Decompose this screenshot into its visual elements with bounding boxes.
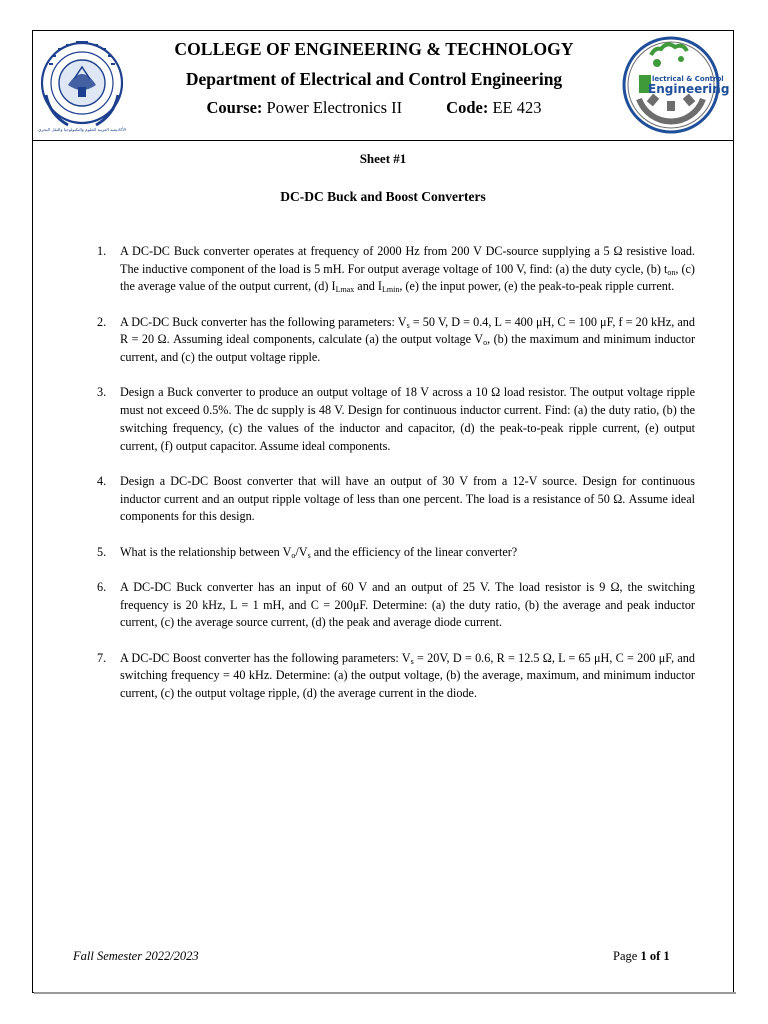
subscript: o [291,550,296,560]
problem-text: , (e) the input power, (e) the peak-to-peak ripple current. [399,279,675,294]
problem-number: 1. [97,244,107,258]
problem-text: A DC-DC Buck converter has the following parameters: V [120,314,407,329]
page-label: Page [613,949,638,963]
page-of: of [649,949,661,963]
problem-item [93,473,695,526]
page-number-footer [613,949,670,964]
course-line [131,98,617,118]
problem-text: A DC-DC Boost converter has the following parameters: V [120,650,411,665]
problem-number: 4. [97,473,107,488]
problem-text: and I [354,279,382,294]
problem-text: What is the relationship between V [120,544,292,559]
subscript: o [483,338,488,348]
subscript: s [307,550,311,560]
problem-number: 6. [97,579,107,594]
problem-item [93,579,695,632]
svg-text:الأكاديمية العربية للعلوم والت: الأكاديمية العربية للعلوم والتكنولوجيا والنقل البحري [38,127,126,132]
document-header [33,31,733,141]
problem-text: A DC-DC Buck converter operates at frequency of 2000 Hz from 200 V DC-source supplying a 5 Ω resistive load. The inductive component of the load is 5 mH. For output average voltage of 100 V, find: (a) the duty cycle, (b) t [120,244,695,276]
problem-text: A DC-DC Buck converter has an input of 60 V and an output of 25 V. The load resistor is 9 Ω, the switching frequency is 20 kHz, L = 1 mH, and C = 200μF. Determine: (a) the duty ratio, (b) the average and peak inductor current, (c) the average source current, (d) the peak and average diode current. [120,579,695,630]
problem-number: 5. [97,544,107,559]
subscript: s [410,656,414,666]
subscript: Lmax [335,285,355,295]
page-total: 1 [663,949,670,963]
problem-item [93,314,695,367]
problem-number: 2. [97,314,107,329]
problem-text: = 50 V, D = 0.4, L = 400 μH, C = 100 μF, f = 20 kHz, and R = 20 Ω. Assuming ideal components, calculate (a) the output voltage V [120,314,695,347]
college-name: COLLEGE OF ENGINEERING & TECHNOLOGY [174,39,574,59]
page-frame [32,30,734,993]
problem-text: and the efficiency of the linear converter? [310,544,518,559]
problem-item [93,544,695,562]
department-name: Department of Electrical and Control Engineering [185,69,563,89]
problem-text: , (b) the maximum and minimum inductor current, and (c) the output voltage ripple. [120,332,696,365]
course-label: Course: [206,98,263,117]
page-shadow [34,992,736,994]
electrical-control-engineering-logo [621,35,730,135]
problem-item [93,243,695,296]
problem-list [93,243,695,720]
sheet-subtitle: DC-DC Buck and Boost Converters [280,189,486,204]
svg-text:lectrical & Control: lectrical & Control [652,75,724,83]
problem-item [93,384,695,455]
problem-item [93,650,695,703]
code-value: EE 423 [492,98,542,117]
problem-text: = 20V, D = 0.6, R = 12.5 Ω, L = 65 μH, C = 200 μF, and switching frequency = 40 kHz. Determine: (a) the output voltage, (b) the average, maximum, and minimum inductor current, (c) the output voltage ripple, (d) the average current in the diode. [120,650,695,700]
semester-footer: Fall Semester 2022/2023 [73,949,199,963]
problem-text: , (c) the average value of the output current, (d) I [120,261,695,294]
problem-text: Design a Buck converter to produce an output voltage of 18 V across a 10 Ω load resistor. The output voltage ripple must not exceed 0.5%. The dc supply is 48 V. Design for continuous inductor current. Find: (a) the duty ratio, (b) the switching frequency, (c) the values of the inductor and capacitor, (d) the peak-to-peak ripple current, (e) output current, (f) output capacitor. Assume ideal components. [120,385,695,453]
svg-text:Engineering: Engineering [648,82,730,96]
problem-text: Design a DC-DC Boost converter that will have an output of 30 V from a 12-V source. Design for continuous inductor current and an output ripple voltage of less than one percent. The load is a resistance of 50 Ω. Assume ideal components for this design. [120,473,695,524]
subscript: Lmin [381,285,400,295]
sheet-title: Sheet #1 [359,151,407,166]
course-value: Power Electronics II [266,98,403,117]
problem-text: /V [295,544,308,559]
page-current: 1 [640,949,647,963]
problem-number: 3. [97,385,107,400]
code-label: Code: [446,98,489,117]
problem-number: 7. [97,650,107,665]
subscript: s [406,320,410,330]
academy-seal-logo [38,35,126,135]
subscript: on [667,267,676,277]
